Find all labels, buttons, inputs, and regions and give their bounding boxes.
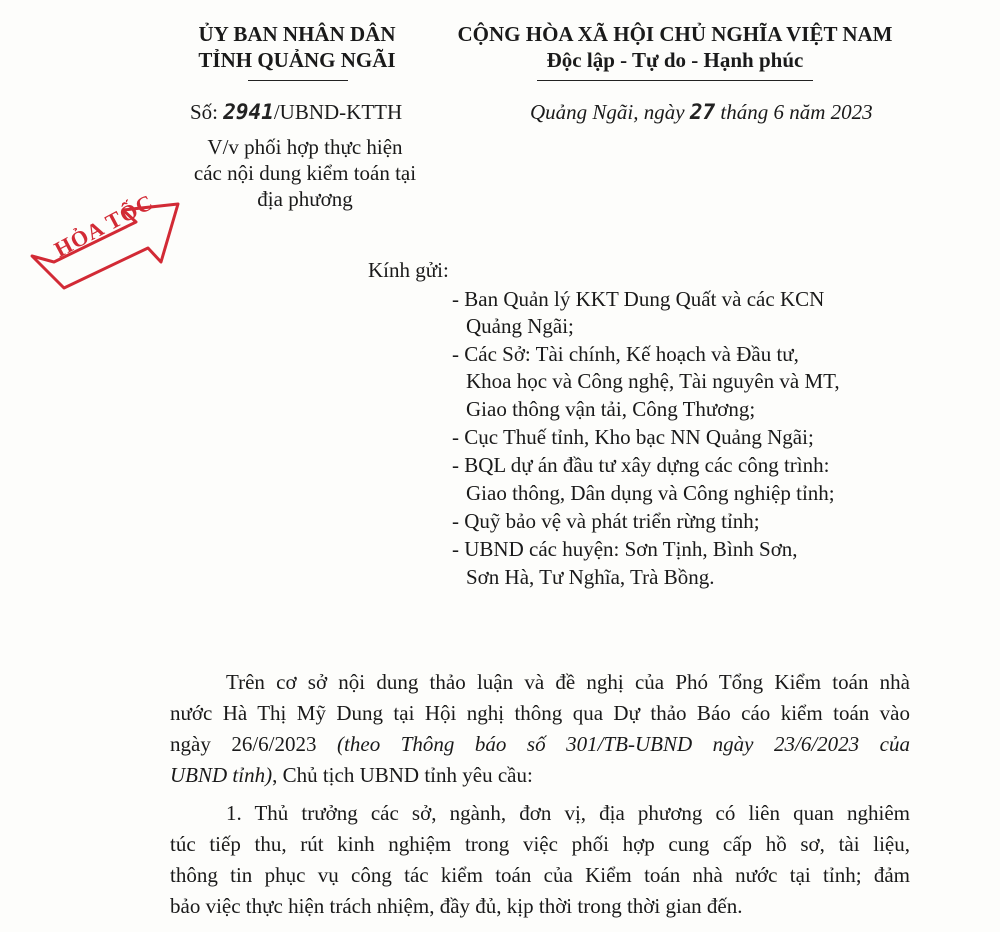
body-paragraph-2: [170, 798, 910, 922]
place-date-suffix: tháng 6 năm 2023: [715, 100, 873, 124]
paragraph-line: 1. Thủ trưởng các sở, ngành, đơn vị, địa phương có liên quan nghiêm: [226, 801, 910, 825]
paragraph-line: [170, 760, 910, 791]
paragraph-line: nước Hà Thị Mỹ Dung tại Hội nghị thông qua Dự thảo Báo cáo kiểm toán vào: [170, 701, 910, 725]
paragraph-line: túc tiếp thu, rút kinh nghiệm trong việc phối hợp cung cấp hồ sơ, tài liệu,: [170, 832, 910, 856]
recipient-line: - UBND các huyện: Sơn Tịnh, Bình Sơn,: [452, 537, 798, 561]
body-paragraph-1: [170, 667, 910, 791]
recipient-line: - Ban Quản lý KKT Dung Quất và các KCN: [452, 287, 825, 311]
date-text: ngày 26/6/2023: [170, 732, 338, 756]
recipient-line: - Các Sở: Tài chính, Kế hoạch và Đầu tư,: [452, 342, 799, 366]
recipient-line: - Quỹ bảo vệ và phát triển rừng tỉnh;: [452, 509, 760, 533]
recipient-line: Khoa học và Công nghệ, Tài nguyên và MT,: [466, 369, 840, 393]
agency-underline: [248, 80, 348, 81]
subject-line-1: V/v phối hợp thực hiện: [207, 135, 403, 159]
recipient-line: Giao thông, Dân dụng và Công nghiệp tỉnh;: [466, 481, 835, 505]
reference-italic: (theo Thông báo số 301/TB-UBND ngày 23/6/2023 của: [337, 732, 911, 756]
paragraph-line: thông tin phục vụ công tác kiểm toán của Kiểm toán nhà nước tại tỉnh; đảm: [170, 863, 910, 887]
document-number: [190, 100, 402, 125]
place-date-day: 27: [689, 100, 716, 124]
agency-name-line2: TỈNH QUẢNG NGÃI: [198, 48, 396, 72]
recipient-line: Sơn Hà, Tư Nghĩa, Trà Bồng.: [466, 565, 715, 589]
document-number-suffix: /UBND-KTTH: [273, 100, 403, 124]
subject-line-2: các nội dung kiểm toán tại: [193, 161, 417, 185]
agency-name-line1: ỦY BAN NHÂN DÂN: [198, 22, 396, 46]
recipient-line: Giao thông vận tải, Công Thương;: [466, 397, 756, 421]
request-text: , Chủ tịch UBND tỉnh yêu cầu:: [272, 763, 533, 787]
recipient-line: - Cục Thuế tỉnh, Kho bạc NN Quảng Ngãi;: [452, 425, 814, 449]
document-number-prefix: Số:: [190, 100, 224, 124]
document-number-handwritten: 2941: [223, 100, 274, 124]
paragraph-line: bảo việc thực hiện trách nhiệm, đầy đủ, kịp thời trong thời gian đến.: [170, 894, 743, 918]
subject-line-3: địa phương: [257, 187, 353, 211]
urgent-stamp-text: HỎA TỐC: [50, 188, 158, 263]
recipient-line: Quảng Ngãi;: [466, 314, 574, 338]
place-date-prefix: Quảng Ngãi, ngày: [530, 100, 690, 124]
recipients-heading: Kính gửi:: [368, 258, 449, 282]
paragraph-line: Trên cơ sở nội dung thảo luận và đề nghị của Phó Tổng Kiểm toán nhà: [226, 670, 910, 694]
reference-italic-end: UBND tỉnh): [170, 763, 273, 787]
recipient-line: - BQL dự án đầu tư xây dựng các công trình:: [452, 453, 830, 477]
motto-underline: [537, 80, 813, 81]
paragraph-line: [170, 729, 910, 760]
place-date: [530, 100, 873, 125]
national-title: CỘNG HÒA XÃ HỘI CHỦ NGHĨA VIỆT NAM: [457, 22, 893, 46]
national-motto: Độc lập - Tự do - Hạnh phúc: [546, 48, 804, 72]
